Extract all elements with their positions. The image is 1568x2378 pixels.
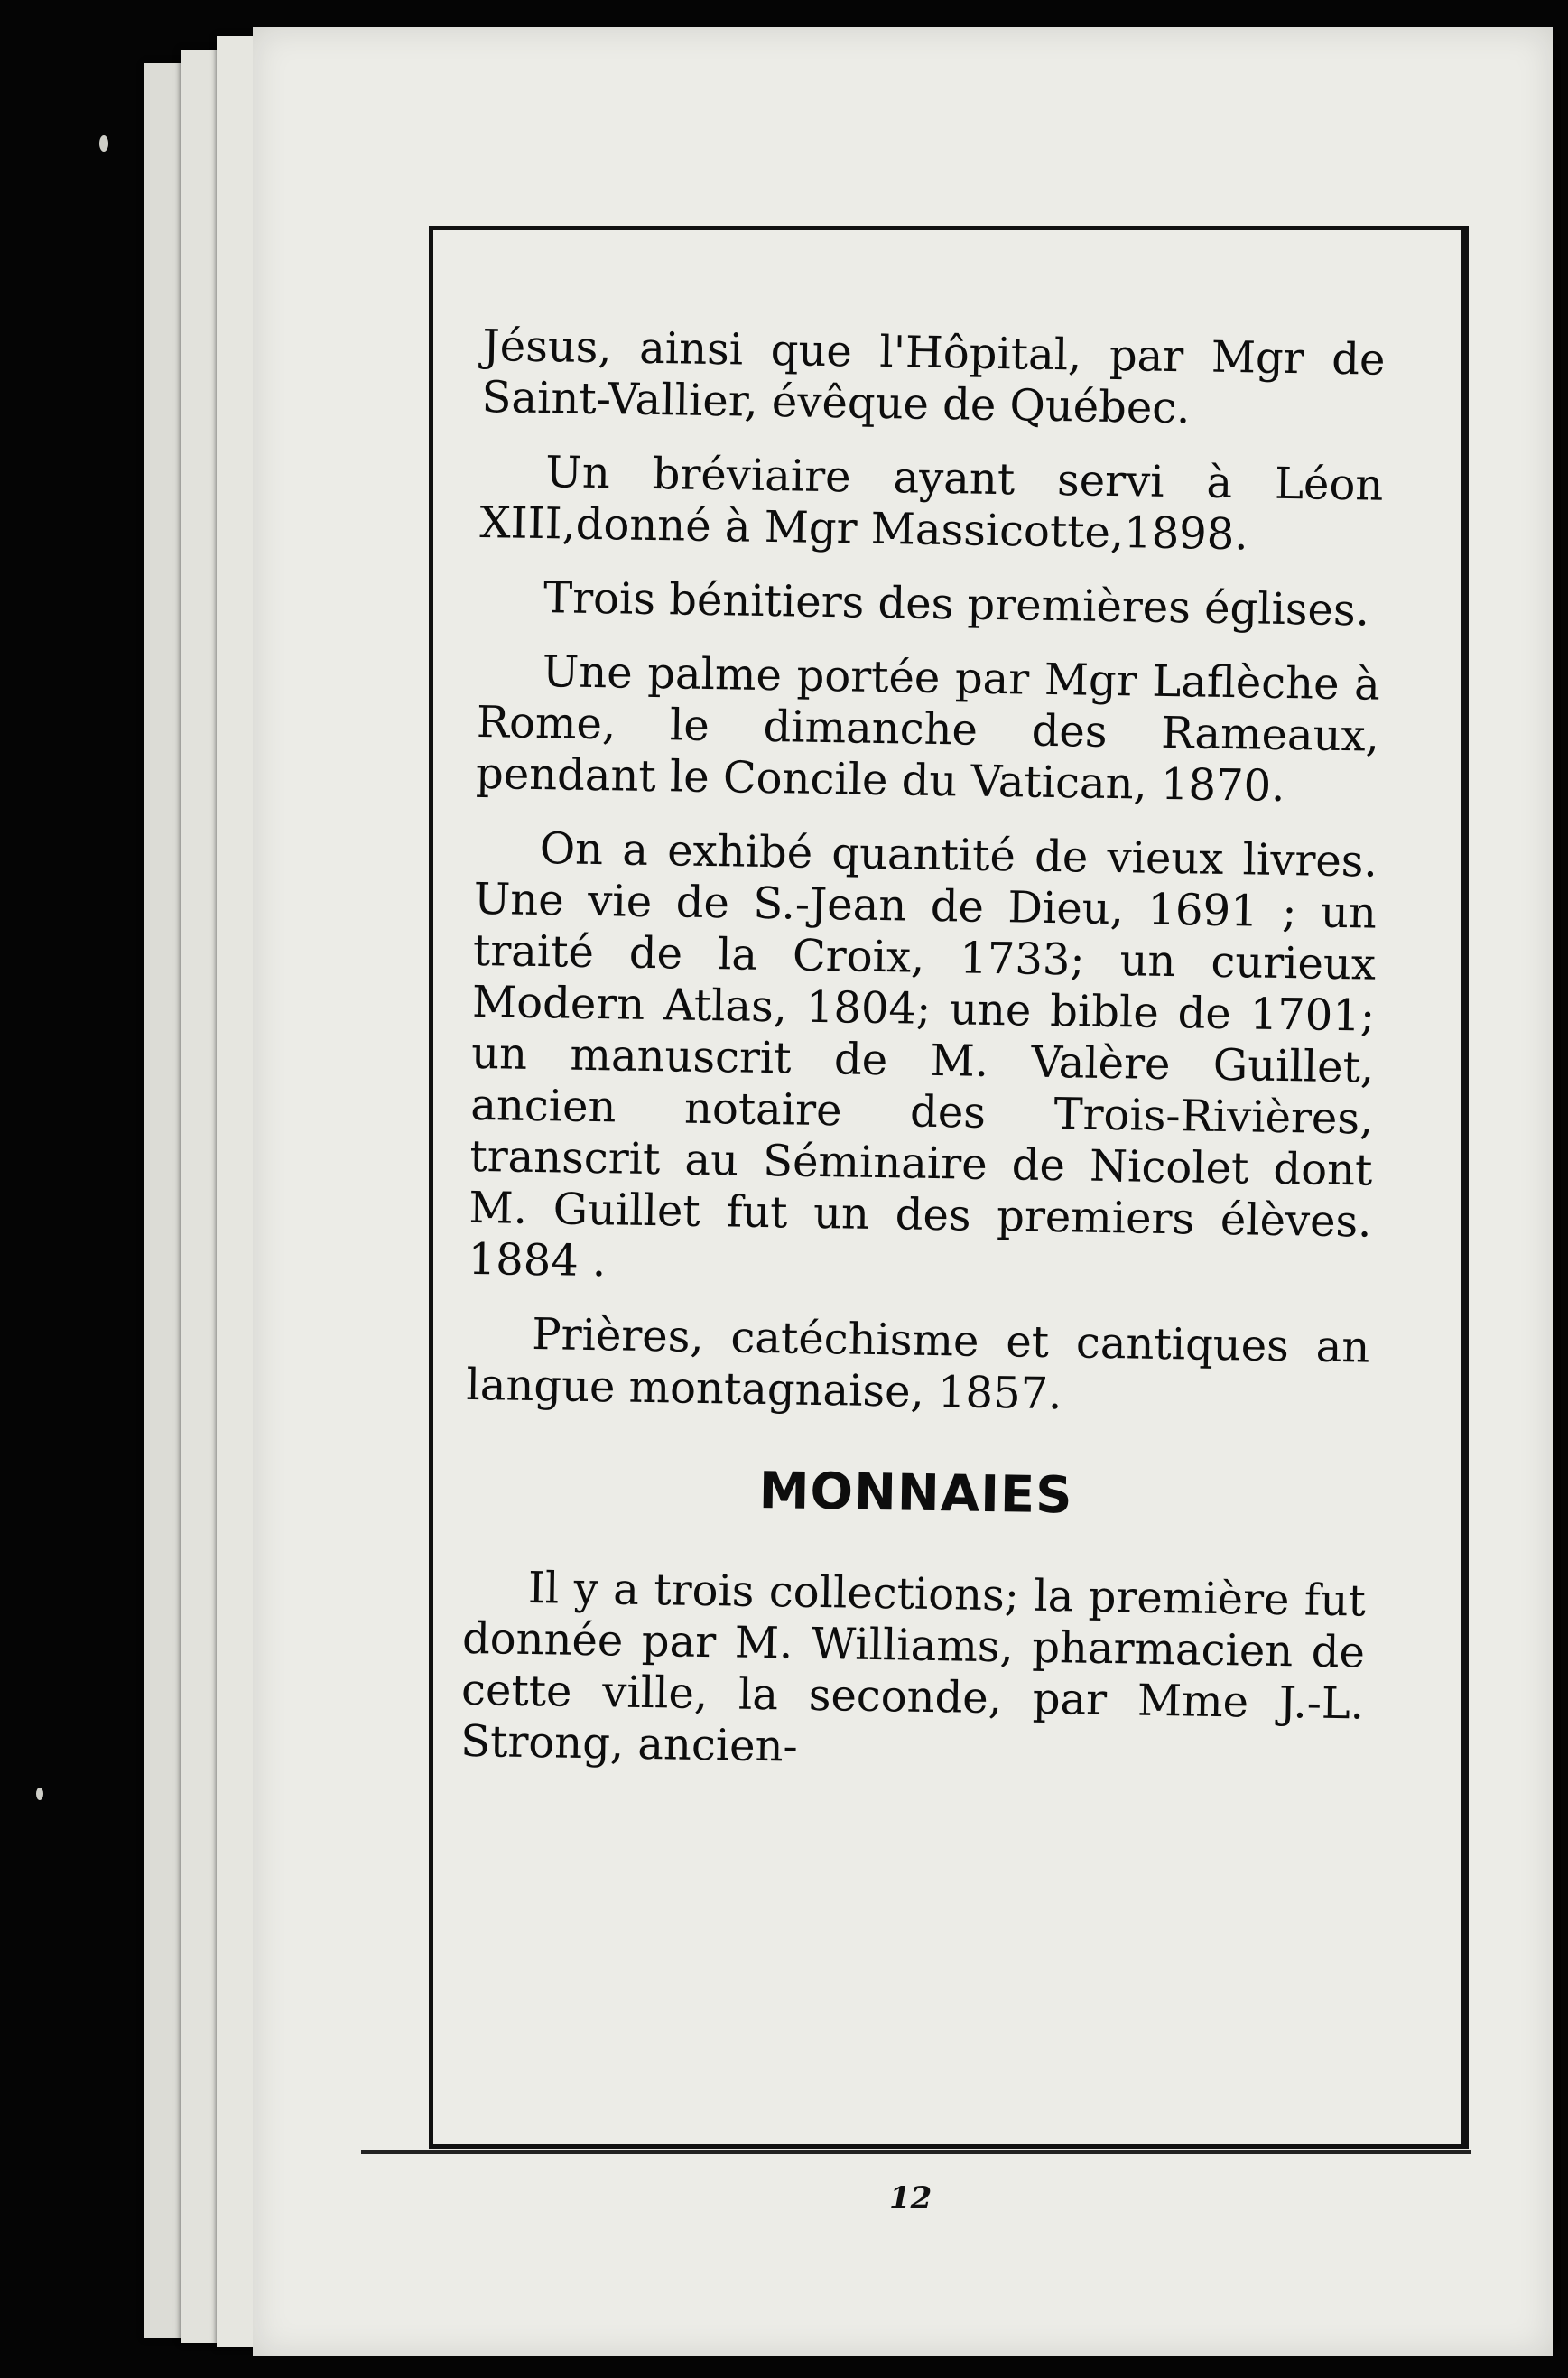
- paragraph: Il y a trois collections; la première fut donnée par M. Williams, pharmacien de cette ville, la seconde, par Mme J.-L. Strong, ancien-: [459, 1562, 1367, 1772]
- paragraph: Jésus, ainsi que l'Hôpital, par Mgr de Saint-Vallier, évêque de Québec.: [481, 320, 1386, 434]
- paragraph: Trois bénitiers des premières églises.: [543, 572, 1370, 636]
- paragraph: Un bréviaire ayant servi à Léon XIII,donné à Mgr Massicotte,1898.: [479, 447, 1384, 561]
- dust-speck: [36, 1788, 43, 1800]
- paragraph: Prières, catéchisme et cantiques an langue montagnaise, 1857.: [466, 1308, 1370, 1420]
- paragraph: On a exhibé quantité de vieux livres. Une vie de S.-Jean de Dieu, 1691 ; un traité de la Croix, 1733; un curieux Modern Atlas, 1804; une bible de 1701; un manuscrit de M. Valère Guillet, ancien notaire des Trois-Rivières, transcrit au Séminaire de Nicolet dont M. Guillet fut un des premiers élèves. 1884 .: [468, 823, 1378, 1287]
- bottom-rule-line: [361, 2150, 1471, 2154]
- page-body-text: [459, 320, 1385, 1805]
- dust-speck: [99, 135, 108, 152]
- page-number: 12: [889, 2180, 932, 2216]
- section-heading: MONNAIES: [758, 1461, 1074, 1526]
- paragraph: Une palme portée par Mgr Laflèche à Rome, le dimanche des Rameaux, pendant le Concile du Vatican, 1870.: [475, 646, 1381, 813]
